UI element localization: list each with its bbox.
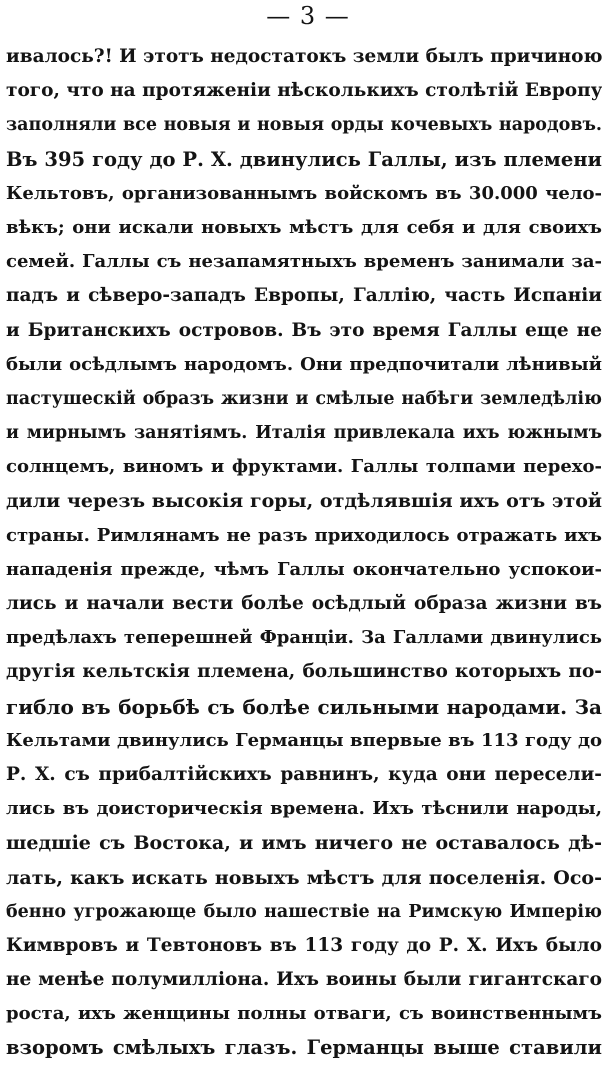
text-line: Въ 395 году до Р. Х. двинулись Галлы, изъ племени [6, 147, 602, 171]
text-line: ивалось?! И этотъ недостатокъ земли былъ причиною [6, 46, 602, 67]
text-line: взоромъ смѣлыхъ глазъ. Германцы выше ставили [6, 1036, 602, 1060]
text-line: солнцемъ, виномъ и фруктами. Галлы толпами перехо- [6, 456, 602, 478]
text-line: не менѣе полумилліона. Ихъ воины были гигантскаго [6, 969, 602, 991]
text-line: Кимвровъ и Тевтоновъ въ 113 году до Р. Х. Ихъ было [6, 934, 602, 956]
text-line: заполняли все новыя и новыя орды кочевыхъ народовъ. [6, 115, 602, 136]
text-line: и Британскихъ островов. Въ это время Галлы еще не [6, 319, 602, 341]
text-line: лись и начали вести болѣе осѣдлый образа жизни въ [6, 593, 602, 614]
text-line: падъ и сѣверо-западъ Европы, Галлію, часть Испаніи [6, 285, 602, 307]
text-line: дили черезъ высокія горы, отдѣлявшія ихъ отъ этой [6, 490, 602, 513]
text-line: бенно угрожающе было нашествіе на Римскую Имперію [6, 901, 602, 922]
text-line: лать, какъ искать новыхъ мѣстъ для поселенія. Осо- [6, 866, 602, 889]
page-number: — 3 — [266, 2, 350, 30]
text-line: предѣлахъ теперешней Франціи. За Галлами двинулись [6, 627, 602, 649]
text-line: пастушескій образъ жизни и смѣлые набѣги земледѣлію [6, 388, 602, 409]
text-line: Р. Х. съ прибалтійскихъ равнинъ, куда они пересели- [6, 763, 602, 785]
text-line: роста, ихъ женщины полны отваги, съ воинственнымъ [6, 1003, 602, 1025]
text-line: другія кельтскія племена, большинство которыхъ по- [6, 661, 602, 683]
text-line: Кельтовъ, организованнымъ войскомъ въ 30.000 чело- [6, 182, 602, 204]
text-line: того, что на протяженіи нѣсколькихъ столѣтій Европу [6, 80, 602, 102]
text-line: шедшіе съ Востока, и имъ ничего не оставалось дѣ- [6, 832, 602, 855]
text-line: семей. Галлы съ незапамятныхъ временъ занимали за- [6, 251, 602, 273]
text-line: были осѣдлымъ народомъ. Они предпочитали лѣнивый [6, 353, 602, 375]
text-line: и мирнымъ занятіямъ. Италія привлекала ихъ южнымъ [6, 423, 602, 444]
body-text [6, 40, 602, 1066]
text-line: страны. Римлянамъ не разъ приходилось отражать ихъ [6, 524, 602, 546]
text-line: Кельтами двинулись Германцы впервые въ 113 году до [6, 729, 602, 751]
text-line: гибло въ борьбѣ съ болѣе сильными народами. За [6, 694, 602, 719]
text-line: вѣкъ; они искали новыхъ мѣстъ для себя и для своихъ [6, 216, 602, 238]
text-line: лись въ доисторическія времена. Ихъ тѣснили народы, [6, 798, 602, 820]
text-line: нападенія прежде, чѣмъ Галлы окончательно успокои- [6, 558, 602, 580]
